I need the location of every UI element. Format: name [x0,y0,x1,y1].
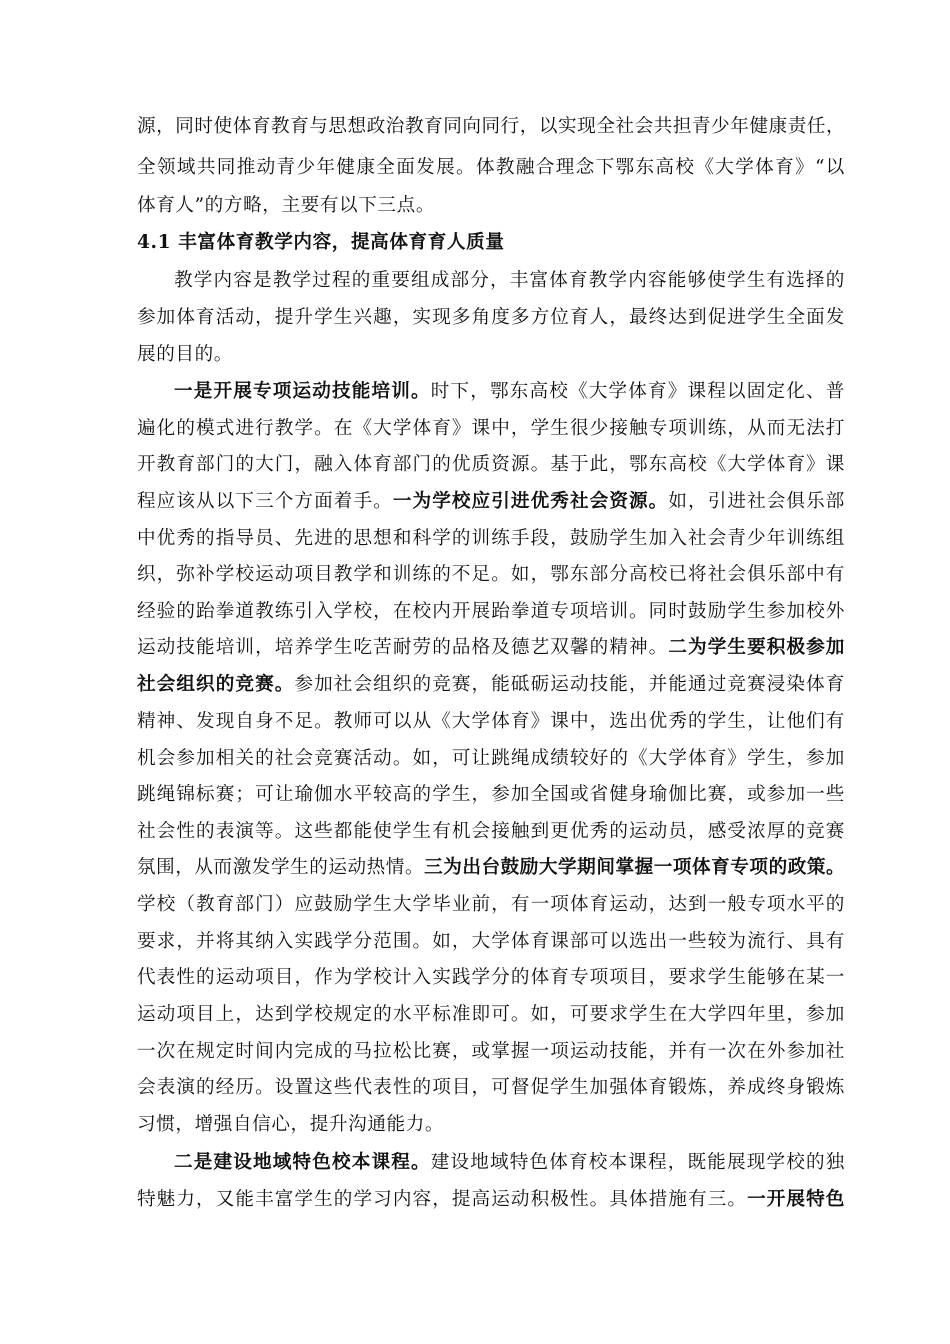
text-line [137,782,845,808]
text-run: 氛围，从而激发学生的运动热情。 [137,857,425,878]
bold-text-run: 三为出台鼓励大学期间掌握一项体育专项的政策。 [424,857,845,878]
text-line [137,635,845,661]
text-run: 精神、发现自身不足。教师可以从《大学体育》课中，选出优秀的学生，让他们有 [137,711,845,732]
text-run: 会表演的经历。设置这些代表性的项目，可督促学生加强体育锻炼，养成终身锻炼 [137,1077,845,1098]
text-run: 展的目的。 [137,344,233,365]
text-run: 全领域共同推动青少年健康全面发展。体教融合理念下鄂东高校《大学体育》“以 [137,157,845,178]
text-line [137,855,845,881]
text-run: 教学内容是教学过程的重要组成部分，丰富体育教学内容能够使学生有选择的 [174,270,845,291]
text-run: 机会参加相关的社会竞赛活动。如，可让跳绳成绩较好的《大学体育》学生，参加 [137,748,845,769]
text-line [137,193,435,219]
text-line [137,416,845,442]
text-run: 建设地域特色体育校本课程，既能展现学校的独 [430,1152,845,1173]
text-run: 运动项目上，达到学校规定的水平标准即可。如，可要求学生在大学四年里，参加 [137,1004,845,1025]
bold-text-run: 一是开展专项运动技能培训。 [174,381,431,402]
heading-text: 4.1 丰富体育教学内容，提高体育育人质量 [137,232,505,253]
text-run: 运动技能培训，培养学生吃苦耐劳的品格及德艺双馨的精神。 [137,637,669,658]
text-line [174,1150,845,1176]
text-line [137,114,845,140]
bold-text-run: 社会组织的竞赛。 [137,674,295,695]
text-run: 如，引进社会俱乐部 [668,491,845,512]
text-run: 源，同时使体育教育与思想政治教育同向同行，以实现全社会共担青少年健康责任， [137,116,845,137]
text-line [137,1187,845,1213]
text-run: 参加体育活动，提升学生兴趣，实现多角度多方位育人，最终达到促进学生全面发 [137,307,845,328]
text-run: 开教育部门的大门，融入体育部门的优质资源。基于此，鄂东高校《大学体育》课 [137,454,845,475]
text-run: 跳绳锦标赛；可让瑜伽水平较高的学生，参加全国或省健身瑜伽比赛，或参加一些 [137,784,845,805]
text-line [137,929,845,955]
section-heading [137,230,505,256]
bold-text-run: 二是建设地域特色校本课程。 [174,1152,431,1173]
text-line [137,819,845,845]
text-line [137,1112,444,1138]
text-run: 社会性的表演等。这些都能使学生有机会接触到更优秀的运动员，感受浓厚的竞赛 [137,821,845,842]
text-run: 一次在规定时间内完成的马拉松比赛，或掌握一项运动技能，并有一次在外参加社 [137,1041,845,1062]
text-line [174,379,845,405]
text-run: 程应该从以下三个方面着手。 [137,491,393,512]
text-run: 遍化的模式进行教学。在《大学体育》课中，学生很少接触专项训练，从而无法打 [137,418,845,439]
text-run: 要求，并将其纳入实践学分范围。如，大学体育课部可以选出一些较为流行、具有 [137,931,845,952]
bold-text-run: 二为学生要积极参加 [668,637,845,658]
text-run: 习惯，增强自信心，提升沟通能力。 [137,1114,445,1135]
text-run: 参加社会组织的竞赛，能砥砺运动技能，并能通过竞赛浸染体育 [294,674,845,695]
text-run: 经验的跆拳道教练引入学校，在校内开展跆拳道专项培训。同时鼓励学生参加校外 [137,601,845,622]
text-run: 体育人”的方略，主要有以下三点。 [137,195,436,216]
text-line [137,965,845,991]
text-line [137,672,845,698]
text-run: 织，弥补学校运动项目教学和训练的不足。如，鄂东部分高校已将社会俱乐部中有 [137,564,845,585]
text-run: 代表性的运动项目，作为学校计入实践学分的体育专项项目，要求学生能够在某一 [137,967,845,988]
text-run: 特魅力，又能丰富学生的学习内容，提高运动积极性。具体措施有三。 [137,1189,748,1210]
text-line [137,599,845,625]
text-run: 中优秀的指导员、先进的思想和科学的训练手段，鼓励学生加入社会青少年训练组 [137,528,845,549]
text-line [174,268,845,294]
text-line [137,342,233,368]
text-line [137,1039,845,1065]
bold-text-run: 一为学校应引进优秀社会资源。 [392,491,669,512]
text-line [137,489,845,515]
bold-text-run: 一开展特色 [747,1189,845,1210]
text-line [137,1075,845,1101]
text-run: 时下，鄂东高校《大学体育》课程以固定化、普 [430,381,845,402]
text-line [137,746,845,772]
text-line [137,155,845,181]
text-run: 学校（教育部门）应鼓励学生大学毕业前，有一项体育运动，达到一般专项水平的 [137,894,845,915]
text-line [137,1002,845,1028]
text-line [137,305,845,331]
text-line [137,452,845,478]
text-line [137,526,845,552]
text-line [137,562,845,588]
text-line [137,892,845,918]
text-line [137,709,845,735]
